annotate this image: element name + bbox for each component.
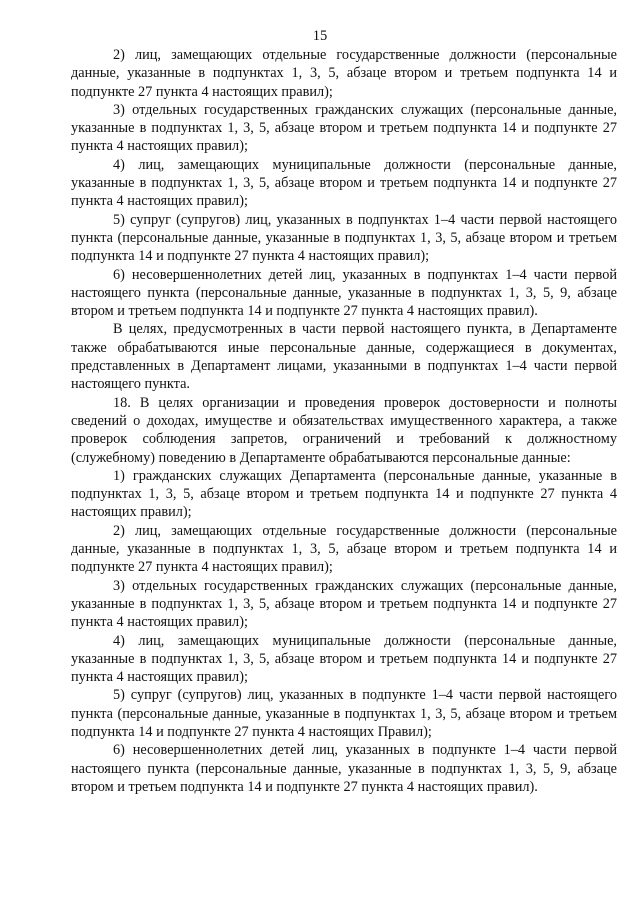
paragraph-6: В целях, предусмотренных в части первой настоящего пункта, в Департаменте также обрабатываются иные персональные данные, содержащиеся в документах, представленных в Департамент лицами, указанными в подпунктах 1–4 части первой настоящего пункта. (71, 321, 617, 393)
paragraph-3: 4) лиц, замещающих муниципальные должности (персональные данные, указанные в подпунктах 1, 3, 5, абзаце втором и третьем подпункта 14 и подпункте 27 пункта 4 настоящих правил); (71, 156, 617, 210)
paragraph-7: 18. В целях организации и проведения проверок достоверности и полноты сведений о доходах, имуществе и обязательствах имущественного характера, а также проверок соблюдения запретов, ограничений и требований к должностному (служебному) поведению в Департаменте обрабатываются персональные данные: (71, 394, 617, 466)
paragraph-1: 2) лиц, замещающих отдельные государственные должности (персональные данные, указанные в подпунктах 1, 3, 5, абзаце втором и третьем подпункта 14 и подпункте 27 пункта 4 настоящих правил); (71, 47, 617, 100)
paragraph-12: 5) супруг (супругов) лиц, указанных в подпункте 1–4 части первой настоящего пункта (персональные данные, указанные в подпунктах 1, 3, 5, абзаце втором и третьем подпункта 14 и подпункте 27 пункта 4 настоящих Правил); (71, 687, 617, 740)
paragraph-13: 6) несовершеннолетних детей лиц, указанных в подпункте 1–4 части первой настоящего пункта (персональные данные, указанные в подпунктах 1, 3, 5, 9, абзаце втором и третьем подпункта 14 и подпункте 27 пункта 4 настоящих правил). (71, 742, 617, 795)
paragraph-11: 4) лиц, замещающих муниципальные должности (персональные данные, указанные в подпунктах 1, 3, 5, абзаце втором и третьем подпункта 14 и подпункте 27 пункта 4 настоящих правил); (71, 632, 617, 686)
page-number: 15 (312, 28, 328, 44)
paragraph-10: 3) отдельных государственных гражданских служащих (персональные данные, указанные в подпунктах 1, 3, 5, абзаце втором и третьем подпункта 14 и подпункте 27 пункта 4 настоящих правил); (71, 577, 617, 631)
paragraph-8: 1) гражданских служащих Департамента (персональные данные, указанные в подпунктах 1, 3, 5, абзаце втором и третьем подпункта 14 и подпункте 27 пункта 4 настоящих правил); (71, 467, 617, 521)
paragraph-5: 6) несовершеннолетних детей лиц, указанных в подпунктах 1–4 части первой настоящего пункта (персональные данные, указанные в подпунктах 1, 3, 5, 9, абзаце втором и третьем подпункта 14 и подпункте 27 пункта 4 настоящих правил). (71, 266, 617, 320)
document-body (71, 46, 617, 796)
paragraph-4: 5) супруг (супругов) лиц, указанных в подпунктах 1–4 части первой настоящего пункта (персональные данные, указанные в подпунктах 1, 3, 5, абзаце втором и третьем подпункта 14 и подпункте 27 пункта 4 настоящих правил); (71, 211, 617, 265)
paragraph-9: 2) лиц, замещающих отдельные государственные должности (персональные данные, указанные в подпунктах 1, 3, 5, абзаце втором и третьем подпункта 14 и подпункте 27 пункта 4 настоящих правил); (71, 522, 617, 576)
paragraph-2: 3) отдельных государственных гражданских служащих (персональные данные, указанные в подпунктах 1, 3, 5, абзаце втором и третьем подпункта 14 и подпункте 27 пункта 4 настоящих правил); (71, 101, 617, 155)
